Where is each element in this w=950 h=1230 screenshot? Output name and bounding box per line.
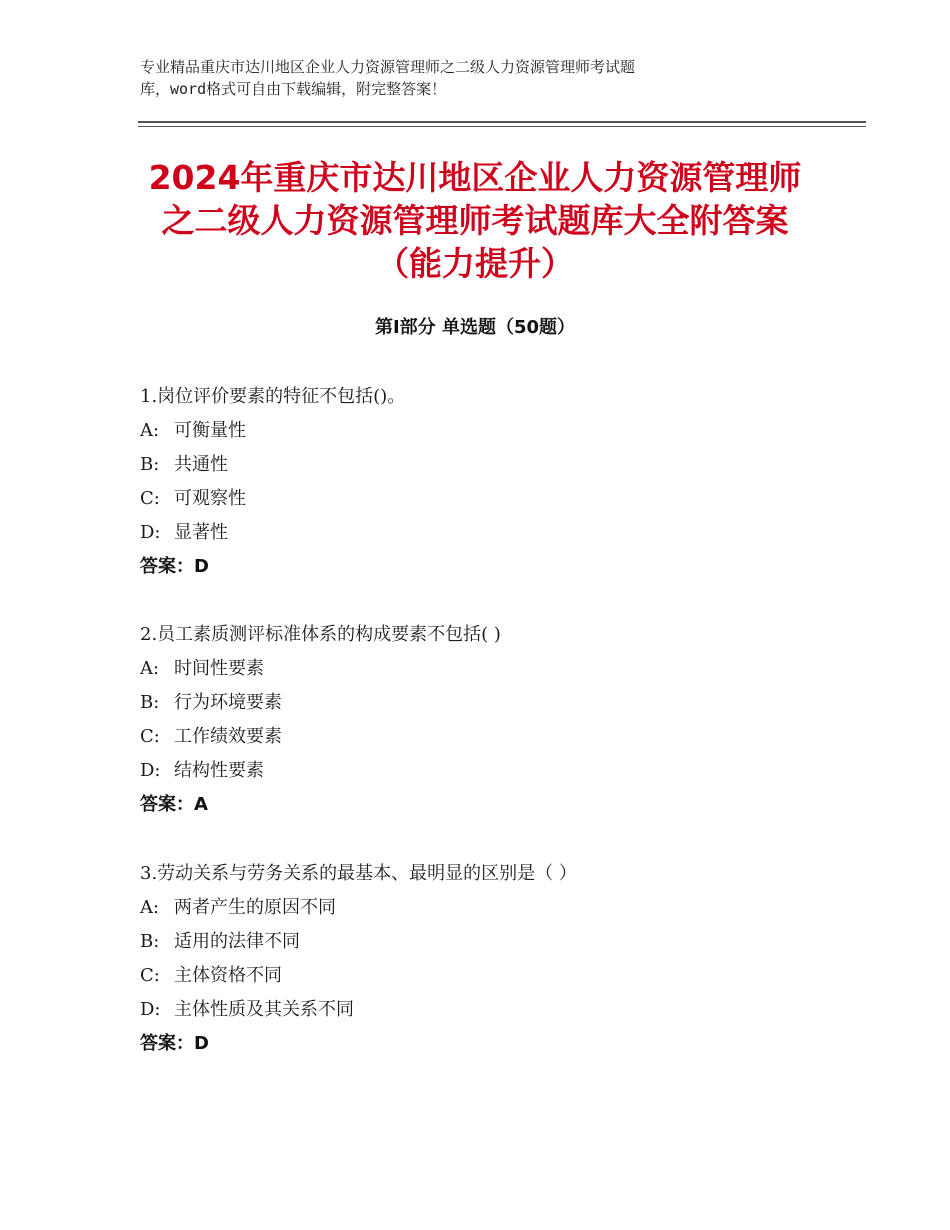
section-heading: 第Ⅰ部分 单选题（50题） [374, 317, 575, 338]
option-a [140, 414, 860, 448]
question-3 [140, 857, 860, 1061]
option-letter: D: [140, 522, 161, 543]
option-text: 工作绩效要素 [174, 726, 282, 747]
question-stem: 1.岗位评价要素的特征不包括()。 [140, 386, 406, 407]
option-d [140, 993, 860, 1027]
option-letter: D: [140, 760, 161, 781]
title-line-3: （能力提升） [376, 244, 574, 283]
header-note [140, 56, 780, 100]
option-b [140, 925, 860, 959]
option-c [140, 720, 860, 754]
option-letter: A: [140, 420, 160, 441]
answer: 答案：D [140, 1033, 209, 1054]
option-text: 显著性 [174, 522, 228, 543]
option-letter: A: [140, 897, 160, 918]
document-title [60, 156, 890, 285]
option-text: 行为环境要素 [174, 692, 282, 713]
option-text: 适用的法律不同 [174, 931, 300, 952]
option-c [140, 482, 860, 516]
header-note-line-1: 专业精品重庆市达川地区企业人力资源管理师之二级人力资源管理师考试题 [140, 58, 636, 76]
option-text: 可观察性 [174, 488, 246, 509]
question-1 [140, 380, 860, 584]
option-b [140, 448, 860, 482]
answer: 答案：D [140, 556, 209, 577]
option-letter: D: [140, 999, 161, 1020]
option-letter: C: [140, 965, 160, 986]
question-2 [140, 618, 860, 822]
option-letter: C: [140, 726, 160, 747]
option-d [140, 754, 860, 788]
header-divider-thick [138, 121, 866, 123]
option-text: 可衡量性 [174, 420, 246, 441]
option-text: 时间性要素 [174, 658, 264, 679]
option-d [140, 516, 860, 550]
option-letter: A: [140, 658, 160, 679]
option-c [140, 959, 860, 993]
option-letter: C: [140, 488, 160, 509]
option-text: 两者产生的原因不同 [174, 897, 336, 918]
option-text: 结构性要素 [174, 760, 264, 781]
answer: 答案：A [140, 794, 208, 815]
option-text: 共通性 [174, 454, 228, 475]
option-letter: B: [140, 454, 160, 475]
title-line-2: 之二级人力资源管理师考试题库大全附答案 [161, 201, 789, 240]
header-note-line-2: 库，word格式可自由下载编辑，附完整答案！ [140, 80, 447, 98]
header-divider-thin [138, 126, 866, 127]
question-stem: 2.员工素质测评标准体系的构成要素不包括( ) [140, 624, 501, 645]
option-a [140, 891, 860, 925]
question-stem: 3.劳动关系与劳务关系的最基本、最明显的区别是（ ） [140, 863, 577, 884]
option-a [140, 652, 860, 686]
option-letter: B: [140, 931, 160, 952]
option-b [140, 686, 860, 720]
title-line-1: 2024年重庆市达川地区企业人力资源管理师 [148, 158, 802, 197]
option-text: 主体性质及其关系不同 [174, 999, 354, 1020]
option-letter: B: [140, 692, 160, 713]
option-text: 主体资格不同 [174, 965, 282, 986]
